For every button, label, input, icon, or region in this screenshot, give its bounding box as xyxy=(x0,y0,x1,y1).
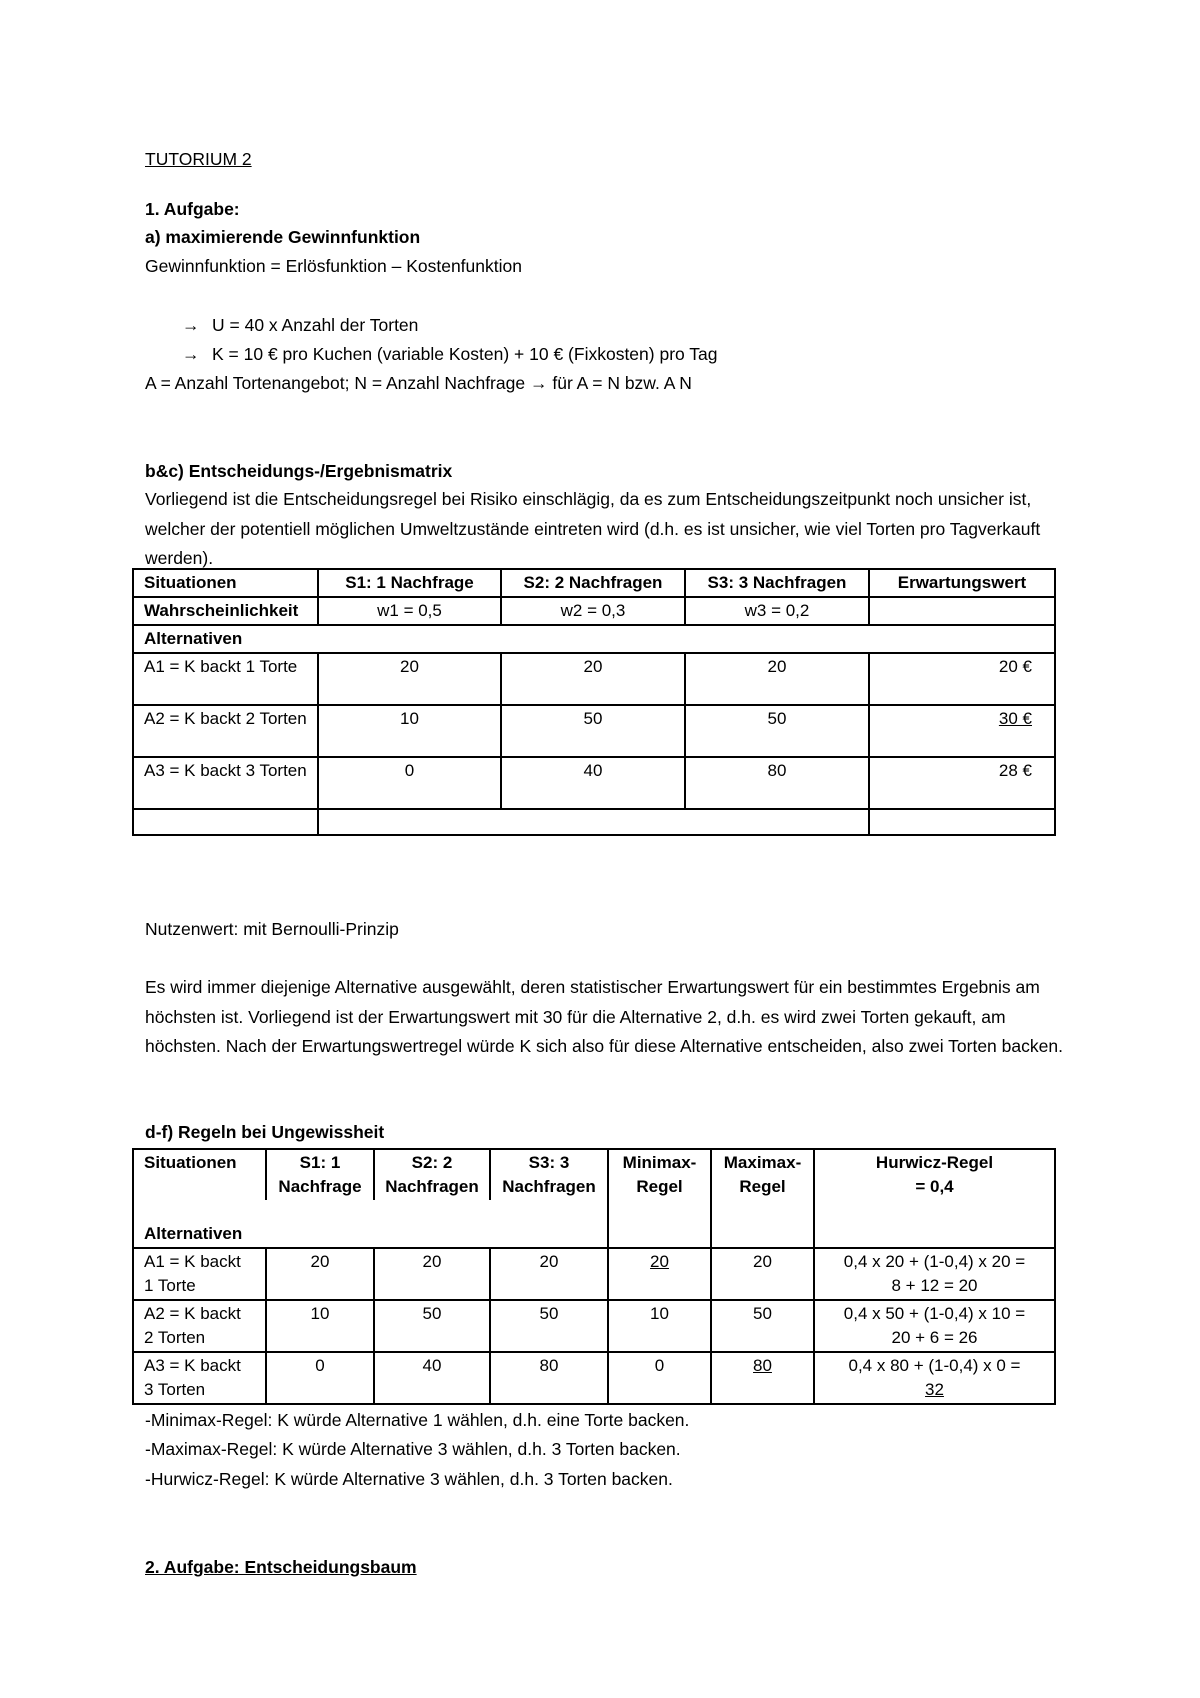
table-cell: 0 xyxy=(266,1352,374,1404)
alternatives-row xyxy=(133,625,1055,653)
profit-formula: Gewinnfunktion = Erlösfunktion – Kostenfunktion xyxy=(145,256,522,276)
table-cell: Alternativen xyxy=(133,1200,608,1248)
task1a-heading: a) maximierende Gewinnfunktion xyxy=(145,227,421,247)
hurwicz-param: = 0,4 xyxy=(915,1177,954,1196)
arrow-right-icon: → xyxy=(529,373,548,393)
arrow-right-icon: → xyxy=(182,315,200,335)
revenue-bullet: → U = 40 x Anzahl der Torten xyxy=(182,315,419,335)
highlight-value: 30 € xyxy=(998,709,1032,728)
table-cell: 50 xyxy=(490,1300,608,1352)
uncertainty-heading: d-f) Regeln bei Ungewissheit xyxy=(145,1122,385,1142)
table-header: S2: 2 Nachfragen xyxy=(501,569,685,597)
table-cell: A3 = K backt 3 Torten xyxy=(133,1352,266,1404)
table-cell: w2 = 0,3 xyxy=(501,597,685,625)
table-cell xyxy=(869,705,1055,757)
table-cell: 0,4 x 80 + (1-0,4) x 0 = 32 xyxy=(814,1352,1055,1404)
table-cell xyxy=(133,809,318,835)
table-cell: 20 xyxy=(374,1248,490,1300)
table-cell: 10 xyxy=(608,1300,711,1352)
task2-heading: 2. Aufgabe: Entscheidungsbaum xyxy=(145,1557,417,1577)
highlight-value: 32 xyxy=(925,1380,944,1399)
empty-row xyxy=(133,809,1055,835)
table-cell: A1 = K backt 1 Torte xyxy=(133,653,318,705)
table-header: S2: 2 Nachfragen xyxy=(374,1149,490,1200)
table-cell: 20 xyxy=(266,1248,374,1300)
table-row xyxy=(133,1352,1055,1404)
task1-heading: 1. Aufgabe: xyxy=(145,199,240,219)
table-row xyxy=(133,705,1055,757)
table-cell xyxy=(318,809,869,835)
table-cell xyxy=(869,809,1055,835)
table-cell: A2 = K backt 2 Torten xyxy=(133,705,318,757)
table-cell: 80 xyxy=(685,757,869,809)
nutzenwert-line: Nutzenwert: mit Bernoulli-Prinzip xyxy=(145,919,399,939)
table-row xyxy=(133,653,1055,705)
highlight-value: 80 xyxy=(753,1356,772,1375)
table-cell: 20 xyxy=(685,653,869,705)
table-header: Erwartungswert xyxy=(869,569,1055,597)
table-cell xyxy=(869,597,1055,625)
table-header: Situationen xyxy=(133,1149,266,1200)
table-cell xyxy=(608,1248,711,1300)
uncertainty-rules-table xyxy=(132,1148,1056,1405)
minimax-conclusion: -Minimax-Regel: K würde Alternative 1 wählen, d.h. eine Torte backen. xyxy=(145,1410,690,1430)
table-cell: 80 xyxy=(490,1352,608,1404)
table-cell xyxy=(711,1352,814,1404)
table-cell: 50 xyxy=(374,1300,490,1352)
arrow-right-icon: → xyxy=(182,344,200,364)
table-header xyxy=(814,1149,1055,1248)
table-cell: 50 xyxy=(685,705,869,757)
table-cell: 28 € xyxy=(869,757,1055,809)
table-cell: 10 xyxy=(318,705,501,757)
table-cell: Alternativen xyxy=(133,625,1055,653)
table-row xyxy=(133,757,1055,809)
table-cell: w1 = 0,5 xyxy=(318,597,501,625)
table-cell: 10 xyxy=(266,1300,374,1352)
table-cell: 0,4 x 50 + (1-0,4) x 10 = 20 + 6 = 26 xyxy=(814,1300,1055,1352)
expected-value-paragraph: Es wird immer diejenige Alternative ausgewählt, deren statistischer Erwartungswert für ein bestimmtes Ergebnis am höchsten ist. Vorliegend ist der Erwartungswert mit 30 für die Alternative 2, d.h. es wird zwei Torten gekauft, am höchsten. Nach der Erwartungswertregel würde K sich also für diese Alternative entscheiden, also zwei Torten backen. xyxy=(145,977,1063,1056)
table-cell: 20 xyxy=(318,653,501,705)
maximax-conclusion: -Maximax-Regel: K würde Alternative 3 wählen, d.h. 3 Torten backen. xyxy=(145,1439,681,1459)
table-cell: 20 xyxy=(501,653,685,705)
table-header: S1: 1 Nachfrage xyxy=(266,1149,374,1200)
page-title: TUTORIUM 2 xyxy=(145,149,252,169)
table-cell: 20 xyxy=(490,1248,608,1300)
table-cell: w3 = 0,2 xyxy=(685,597,869,625)
table-cell: Wahrscheinlichkeit xyxy=(133,597,318,625)
table-cell: 0 xyxy=(608,1352,711,1404)
table-row xyxy=(133,1300,1055,1352)
table-header-row xyxy=(133,1149,1055,1200)
highlight-value: 20 xyxy=(650,1252,669,1271)
risk-paragraph: Vorliegend ist die Entscheidungsregel bei Risiko einschlägig, da es zum Entscheidungszeitpunkt noch unsicher ist, welcher der potentiell möglichen Umweltzustände eintreten wird (d.h. es ist unsicher, wie viel Torten pro Tagverkauft werden). xyxy=(145,489,1041,568)
table-header: Situationen xyxy=(133,569,318,597)
table-cell: 20 xyxy=(711,1248,814,1300)
table-row xyxy=(133,1248,1055,1300)
table-header: S3: 3 Nachfragen xyxy=(685,569,869,597)
table-header: Minimax-Regel xyxy=(608,1149,711,1248)
probability-row xyxy=(133,597,1055,625)
decision-matrix-table xyxy=(132,568,1056,836)
hurwicz-title: Hurwicz-Regel xyxy=(875,1153,994,1172)
table-cell: 0 xyxy=(318,757,501,809)
hurwicz-conclusion: -Hurwicz-Regel: K würde Alternative 3 wählen, d.h. 3 Torten backen. xyxy=(145,1469,673,1489)
table-cell: A2 = K backt 2 Torten xyxy=(133,1300,266,1352)
cost-bullet: → K = 10 € pro Kuchen (variable Kosten) + 10 € (Fixkosten) pro Tag xyxy=(182,344,718,364)
table-cell: 20 € xyxy=(869,653,1055,705)
table-cell: 40 xyxy=(374,1352,490,1404)
table-header-row xyxy=(133,569,1055,597)
table-header: S1: 1 Nachfrage xyxy=(318,569,501,597)
table-cell: A1 = K backt 1 Torte xyxy=(133,1248,266,1300)
table-cell: 0,4 x 20 + (1-0,4) x 20 = 8 + 12 = 20 xyxy=(814,1248,1055,1300)
table-cell: 50 xyxy=(501,705,685,757)
table-cell: 50 xyxy=(711,1300,814,1352)
table-cell: A3 = K backt 3 Torten xyxy=(133,757,318,809)
matrix-heading: b&c) Entscheidungs-/Ergebnismatrix xyxy=(145,461,453,481)
definition-line: A = Anzahl Tortenangebot; N = Anzahl Nachfrage → für A = N bzw. A N xyxy=(145,373,692,393)
table-header: Maximax-Regel xyxy=(711,1149,814,1248)
table-header: S3: 3 Nachfragen xyxy=(490,1149,608,1200)
table-cell: 40 xyxy=(501,757,685,809)
